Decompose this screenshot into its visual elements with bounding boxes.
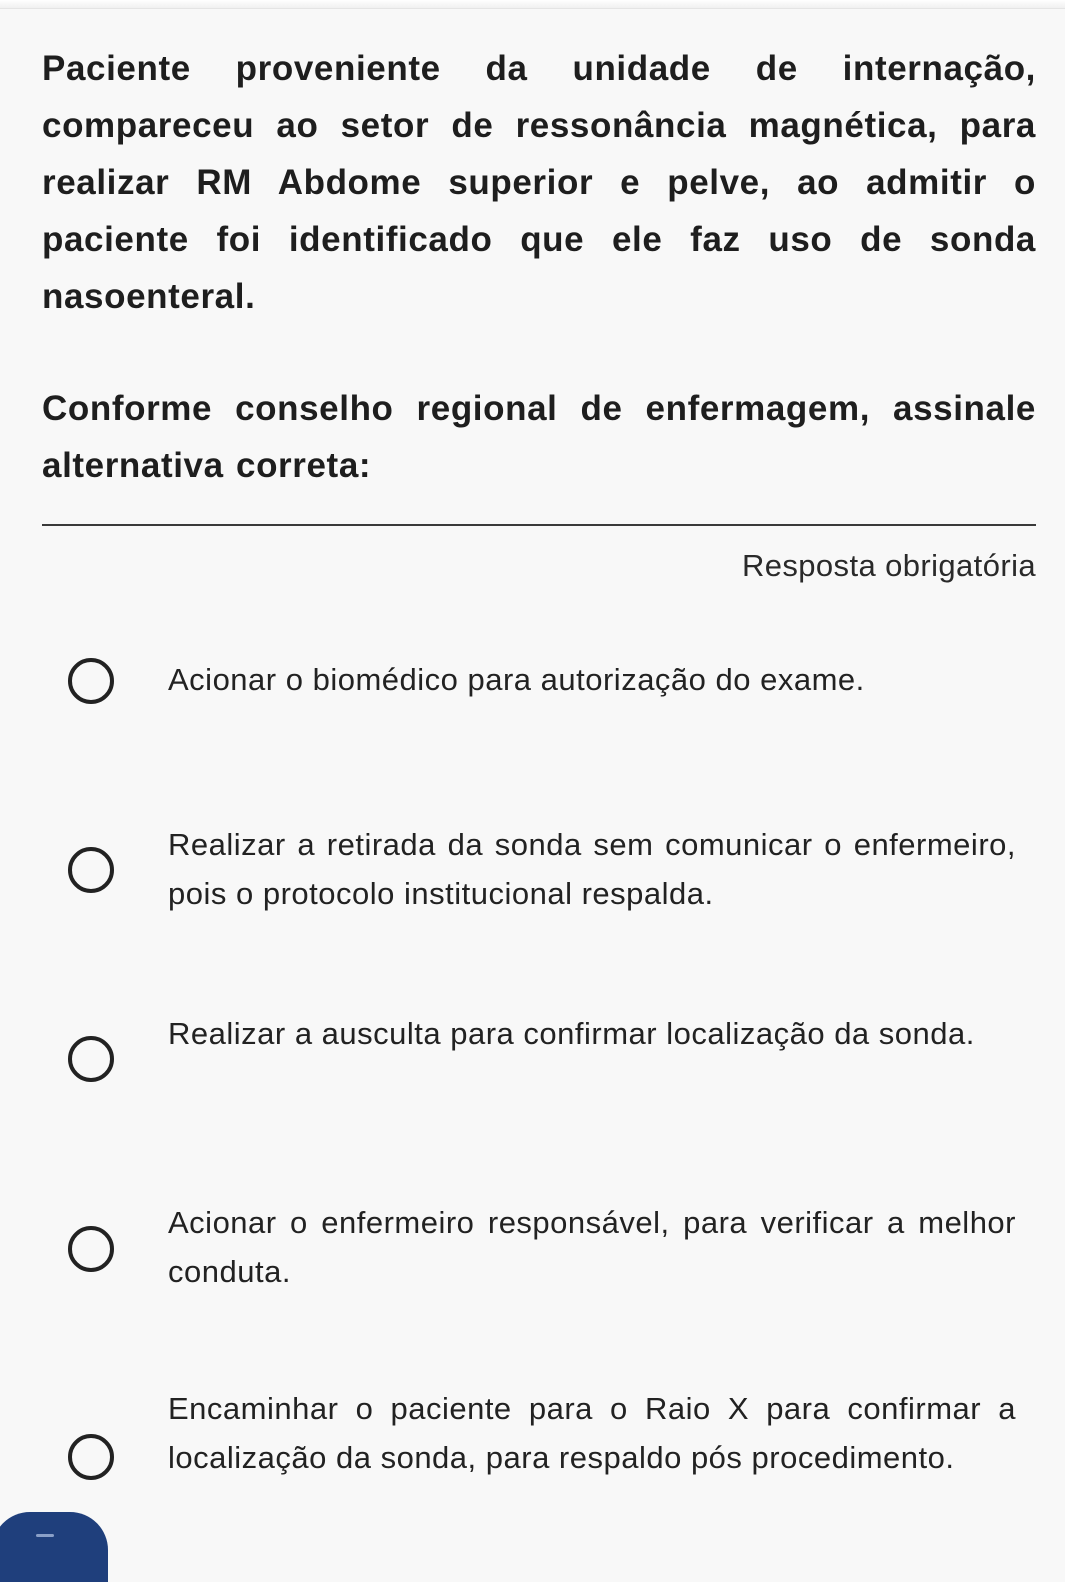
question-paragraph-2: Conforme conselho regional de enfermagem, assinale alternativa correta:: [42, 389, 1036, 485]
radio-button-icon[interactable]: [68, 1226, 114, 1272]
top-bar-edge: [0, 0, 1065, 9]
radio-button-icon[interactable]: [68, 1036, 114, 1082]
radio-button-icon[interactable]: [68, 847, 114, 893]
option-label[interactable]: Encaminhar o paciente para o Raio X para confirmar a localização da sonda, para respaldo pós procedimento.: [168, 1391, 1016, 1475]
required-label: Resposta obrigatória: [741, 548, 1036, 583]
question-paragraph-1: Paciente proveniente da unidade de internação, compareceu ao setor de ressonância magnética, para realizar RM Abdome superior e pelve, ao admitir o paciente foi identificado que ele faz uso de sonda nasoenteral.: [42, 49, 1036, 316]
option-label[interactable]: Acionar o biomédico para autorização do exame.: [168, 662, 865, 697]
divider: [42, 524, 1036, 526]
radio-button-icon[interactable]: [68, 1434, 114, 1480]
radio-button-icon[interactable]: [68, 658, 114, 704]
option-label[interactable]: Realizar a retirada da sonda sem comunicar o enfermeiro, pois o protocolo institucional respalda.: [168, 827, 1016, 911]
floating-action-button[interactable]: [0, 1512, 108, 1582]
option-label[interactable]: Acionar o enfermeiro responsável, para verificar a melhor conduta.: [168, 1205, 1016, 1289]
option-label[interactable]: Realizar a ausculta para confirmar localização da sonda.: [168, 1016, 975, 1051]
